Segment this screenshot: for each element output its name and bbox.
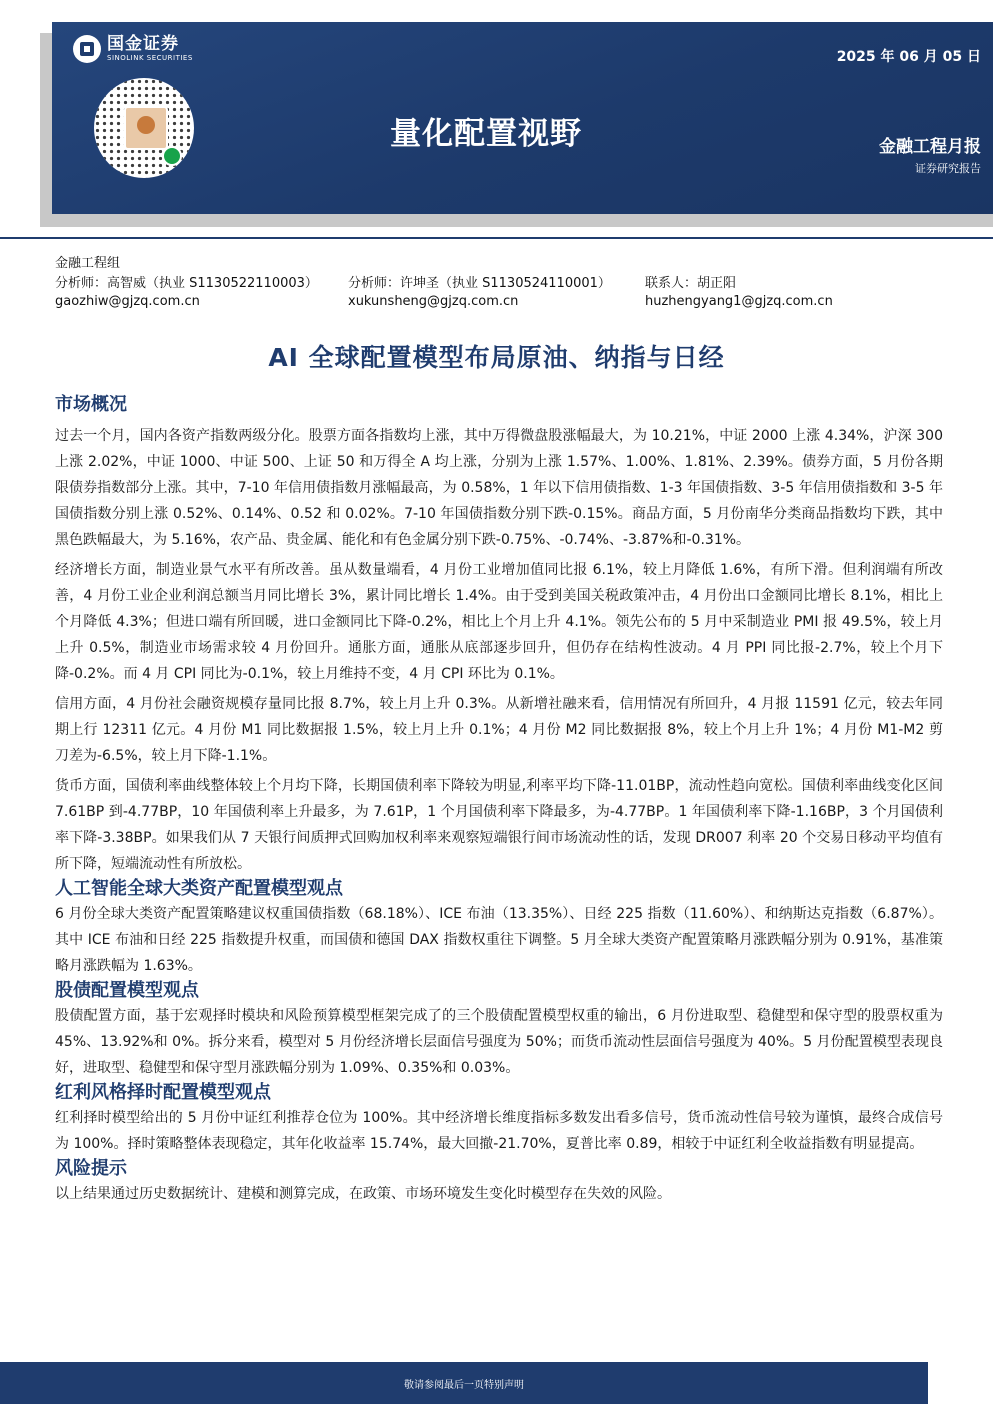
analyst-1-email[interactable]: gaozhiw@gjzq.com.cn (55, 294, 200, 309)
report-category: 证券研究报告 (915, 162, 981, 175)
logo-name-en: SINOLINK SECURITIES (107, 54, 193, 62)
stock-bond-model-paragraph: 股债配置方面，基于宏观择时模块和风险预算模型框架完成了的三个股债配置模型权重的输出，6 月份进取型、稳健型和保守型的股票权重为 45%、13.92%和 0%。拆分来看，模型对 5 月份经济增长层面信号强度为 50%；而货币流动性层面信号强度为 40%。5 月份配置模型表现良好，进取型、稳健型和保守型月涨跌幅分别为 1.09%、0.35%和 0.03%。 (55, 1008, 943, 1076)
report-body (55, 393, 943, 1207)
header-divider (0, 237, 993, 239)
analyst-2-email[interactable]: xukunsheng@gjzq.com.cn (348, 294, 519, 309)
report-type: 金融工程月报 (879, 137, 981, 157)
ai-global-allocation-paragraph: 6 月份全球大类资产配置策略建议权重国债指数（68.18%）、ICE 布油（13.35%）、日经 225 指数（11.60%）、和纳斯达克指数（6.87%）。其中 ICE 布油和日经 225 指数提升权重，而国债和德国 DAX 指数权重往下调整。5 月全球大类资产配置策略月涨跌幅分别为 0.91%，基准策略月涨跌幅为 1.63%。 (55, 906, 943, 974)
contact-email[interactable]: huzhengyang1@gjzq.com.cn (645, 294, 833, 309)
market-overview-paragraph: 信用方面，4 月份社会融资规模存量同比报 8.7%，较上月上升 0.3%。从新增社融来看，信用情况有所回升，4 月报 11591 亿元，较去年同期上行 12311 亿元。4 月份 M1 同比数据报 1.5%，较上月上升 0.1%；4 月份 M2 同比数据报 8%，较上个月上升 1%；4 月份 M1-M2 剪刀差为-6.5%，较上月下降-1.1%。 (55, 696, 943, 764)
section-heading-risk-warning: 风险提示 (55, 1158, 127, 1179)
section-heading-market-overview: 市场概况 (55, 394, 127, 415)
analyst-1: 分析师：高智威（执业 S1130522110003） (55, 276, 318, 291)
section-heading-dividend-timing: 红利风格择时配置模型观点 (55, 1082, 271, 1103)
series-title: 量化配置视野 (390, 116, 582, 152)
company-logo (73, 35, 193, 63)
market-overview-paragraph: 货币方面，国债利率曲线整体较上个月均下降，长期国债利率下降较为明显,利率平均下降-11.01BP，流动性趋向宽松。国债利率曲线变化区间 7.61BP 到-4.77BP，10 年国债利率上升最多，为 7.61P，1 个月国债利率下降最多，为-4.77BP。1 年国债利率下降-1.16BP，3 个月国债利率下降-3.38BP。如果我们从 7 天银行间质押式回购加权利率来观察短端银行间市场流动性的话，发现 DR007 利率 20 个交易日移动平均值有所下降，短端流动性有所放松。 (55, 778, 943, 872)
team-name: 金融工程组 (55, 256, 121, 271)
dividend-timing-paragraph: 红利择时模型给出的 5 月份中证红利推荐仓位为 100%。其中经济增长维度指标多数发出看多信号，货币流动性信号较为谨慎，最终合成信号为 100%。择时策略整体表现稳定，其年化收益率 15.74%，最大回撤-21.70%，夏普比率 0.89，相较于中证红利全收益指数有明显提高。 (55, 1110, 943, 1152)
market-overview-paragraph: 过去一个月，国内各资产指数两级分化。股票方面各指数均上涨，其中万得微盘股涨幅最大，为 10.21%，中证 2000 上涨 4.34%，沪深 300 上涨 2.02%，中证 1000、中证 500、上证 50 和万得全 A 均上涨，分别为上涨 1.57%、1.00%、1.81%、2.39%。债券方面，5 月份各期限债券指数部分上涨。其中，7-10 年信用债指数月涨幅最高，为 0.58%，1 年以下信用债指数、1-3 年国债指数、3-5 年信用债指数和 3-5 年国债指数分别上涨 0.52%、0.14%、0.52 和 0.02%。7-10 年国债指数分别下跌-0.15%。商品方面，5 月份南华分类商品指数均下跌，其中黑色跌幅最大，为 5.16%，农产品、贵金属、能化和有色金属分别下跌-0.75%、-0.74%、-3.87%和-0.31%。 (55, 428, 943, 548)
risk-warning-paragraph: 以上结果通过历史数据统计、建模和测算完成，在政策、市场环境发生变化时模型存在失效的风险。 (55, 1186, 671, 1202)
analyst-2: 分析师：许坤圣（执业 S1130524110001） (348, 276, 611, 291)
logo-name-cn: 国金证券 (107, 34, 179, 54)
report-title: AI 全球配置模型布局原油、纳指与日经 (268, 343, 725, 372)
qr-code-icon (94, 78, 194, 178)
section-heading-stock-bond-model: 股债配置模型观点 (55, 980, 199, 1001)
footer-disclaimer: 敬请参阅最后一页特别声明 (0, 1362, 928, 1404)
section-heading-ai-global-allocation: 人工智能全球大类资产配置模型观点 (55, 878, 343, 899)
logo-mark-icon (73, 35, 101, 63)
market-overview-paragraph: 经济增长方面，制造业景气水平有所改善。虽从数量端看，4 月份工业增加值同比报 6.1%，较上月降低 1.6%，有所下滑。但利润端有所改善，4 月份工业企业利润总额当月同比增长 3%，累计同比增长 1.4%。由于受到美国关税政策冲击，4 月份出口金额同比增长 8.1%，相比上个月降低 4.3%；但进口端有所回暖，进口金额同比下降-0.2%，相比上个月上升 4.1%。领先公布的 5 月中采制造业 PMI 报 49.5%，较上月上升 0.5%，制造业市场需求较 4 月份回升。通胀方面，通胀从底部逐步回升，但仍存在结构性波动。4 月 PPI 同比报-2.7%，较上个月下降-0.2%。而 4 月 CPI 同比为-0.1%，较上月维持不变，4 月 CPI 环比为 0.1%。 (55, 562, 943, 682)
report-date: 2025 年 06 月 05 日 (836, 49, 981, 65)
contact-person: 联系人：胡正阳 (645, 276, 737, 291)
